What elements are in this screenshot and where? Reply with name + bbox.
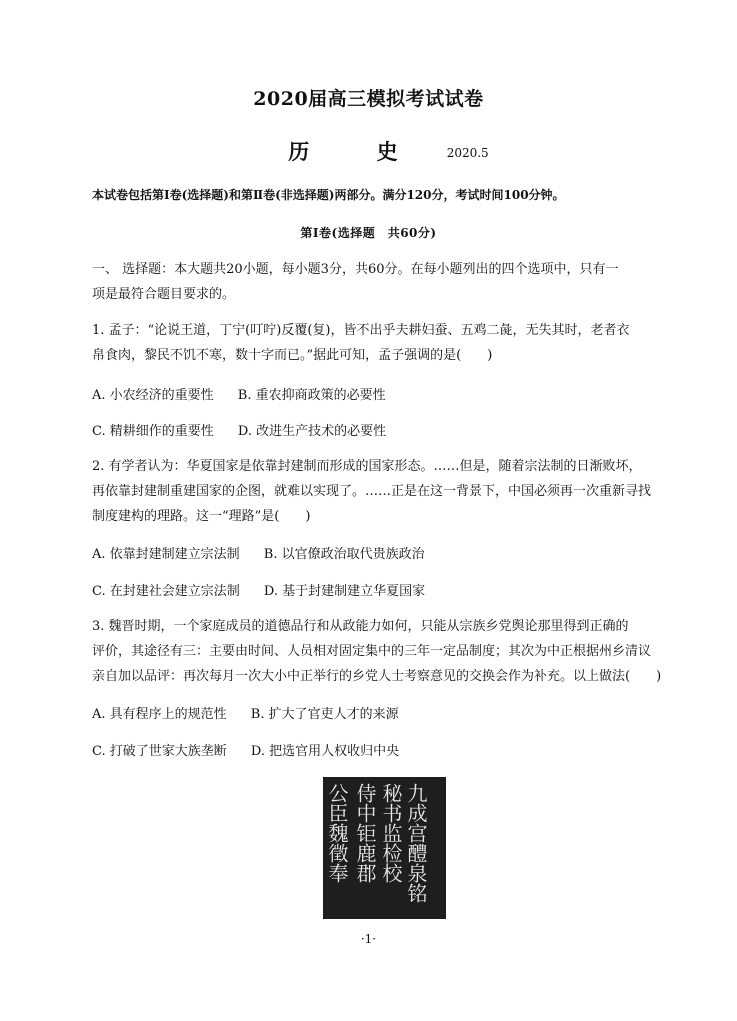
option-d[interactable]: D. 把选官用人权收归中央	[250, 744, 400, 759]
calligraphy-column: 秘书监检校	[379, 783, 403, 883]
exam-intro: 本试卷包括第Ⅰ卷(选择题)和第Ⅱ卷(非选择题)两部分。满分120分，考试时间100分钟。	[92, 188, 565, 202]
options-row	[92, 703, 399, 722]
question-line: 再依靠封建制重建国家的企图，就难以实现了。……正是在这一背景下，中国必须再一次重新寻找	[92, 484, 652, 499]
option-b[interactable]: B. 重农抑商政策的必要性	[237, 388, 386, 403]
option-a[interactable]: A. 具有程序上的规范性	[92, 707, 227, 722]
calligraphy-column: 侍中钜鹿郡	[353, 783, 377, 883]
instruction-line: 项是最符合题目要求的。	[92, 287, 236, 302]
question-line: 制度建构的理路。这一“理路”是( )	[92, 509, 311, 524]
option-a[interactable]: A. 小农经济的重要性	[92, 388, 214, 403]
part-heading: 第Ⅰ卷(选择题 共60分)	[300, 226, 437, 240]
question-line: 帛食肉，黎民不饥不寒，数十字而已。”据此可知，孟子强调的是( )	[92, 348, 493, 363]
option-a[interactable]: A. 依靠封建制建立宗法制	[92, 547, 240, 562]
subject-line	[0, 136, 737, 166]
page-number: ·1·	[360, 932, 377, 946]
option-c[interactable]: C. 精耕细作的重要性	[92, 424, 214, 439]
subject-title: 历 史	[288, 139, 428, 164]
option-b[interactable]: B. 以官僚政治取代贵族政治	[263, 547, 425, 562]
question-line: 3. 魏晋时期，一个家庭成员的道德品行和从政能力如何，只能从宗族乡党舆论那里得到正确的	[92, 619, 629, 634]
option-d[interactable]: D. 基于封建制建立华夏国家	[263, 584, 426, 599]
calligraphy-svg	[323, 777, 446, 919]
calligraphy-column: 公臣魏徵奉	[325, 783, 349, 883]
exam-date: 2020.5	[446, 146, 489, 160]
options-row	[92, 384, 386, 403]
exam-title: 2020届高三模拟考试试卷	[253, 88, 484, 110]
option-b[interactable]: B. 扩大了官吏人才的来源	[250, 707, 399, 722]
question-1	[92, 318, 680, 368]
option-d[interactable]: D. 改进生产技术的必要性	[237, 424, 387, 439]
options-row	[92, 420, 386, 439]
question-line: 1. 孟子：“论说王道，丁宁(叮咛)反覆(复)，皆不出乎夫耕妇蚕、五鸡二彘，无失其时，老者衣	[92, 323, 630, 338]
option-c[interactable]: C. 在封建社会建立宗法制	[92, 584, 240, 599]
option-c[interactable]: C. 打破了世家大族垄断	[92, 744, 227, 759]
options-row	[92, 740, 399, 759]
options-row	[92, 580, 425, 599]
calligraphy-rubbing-image	[323, 777, 446, 919]
instruction-line: 一、 选择题：本大题共20小题，每小题3分，共60分。在每小题列出的四个选项中，只有一	[92, 262, 619, 277]
question-3	[92, 614, 680, 689]
section-instructions	[92, 257, 680, 307]
question-line: 亲自加以品评：再次每月一次大小中正举行的乡党人士考察意见的交换会作为补充。以上做法( )	[92, 669, 662, 684]
options-row	[92, 543, 425, 562]
question-line: 评价，其途径有三：主要由时间、人员相对固定集中的三年一定品制度；其次为中正根据州乡清议	[92, 644, 652, 659]
calligraphy-column: 九成宫醴泉铭	[404, 783, 428, 903]
question-2	[92, 454, 680, 529]
question-line: 2. 有学者认为：华夏国家是依靠封建制而形成的国家形态。……但是，随着宗法制的日渐败坏，	[92, 459, 642, 474]
